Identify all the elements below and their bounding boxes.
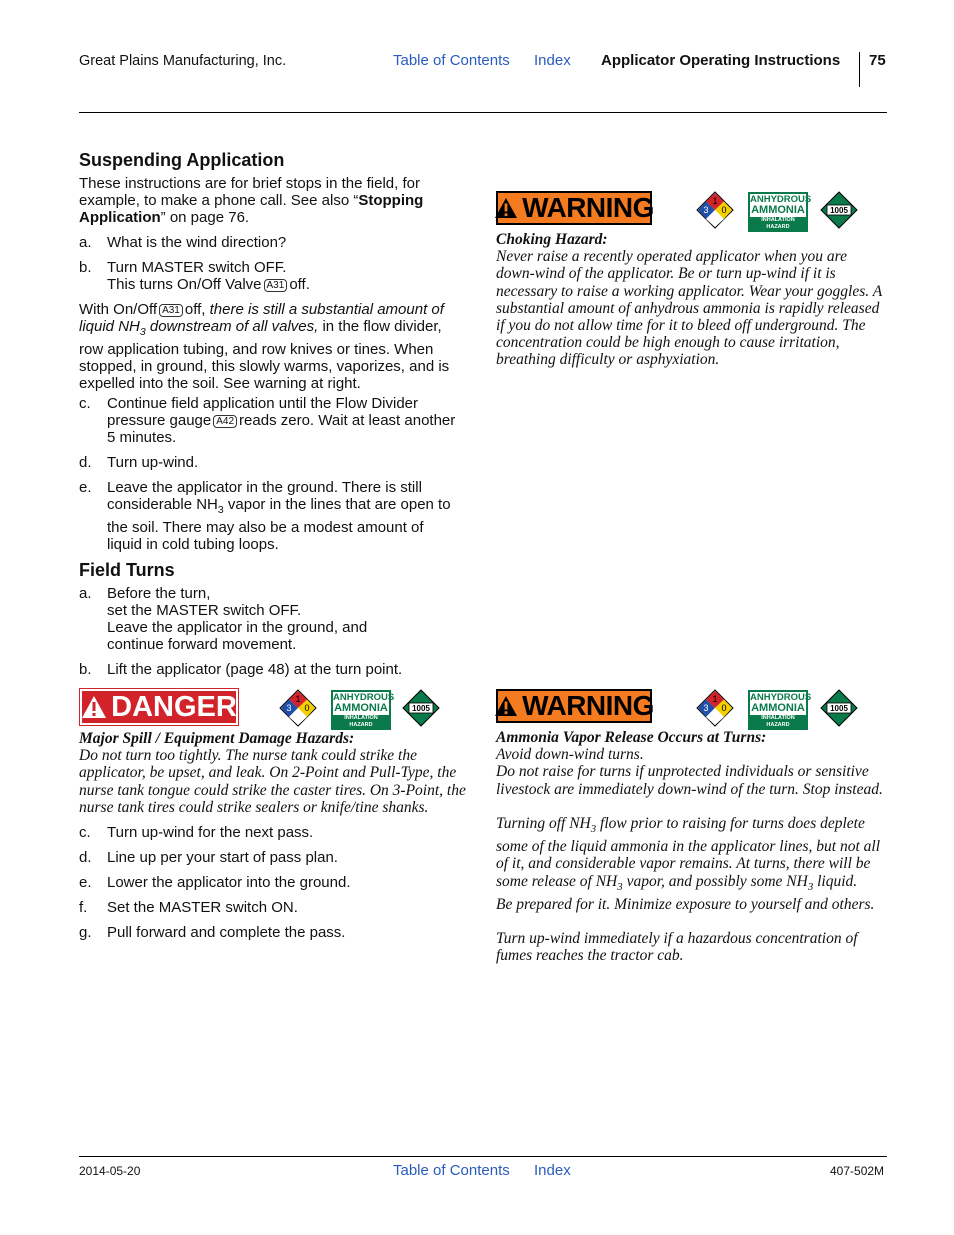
page-number: 75	[869, 52, 886, 69]
un-1005-diamond-icon	[820, 191, 858, 234]
placard-line: ANHYDROUS	[750, 194, 812, 205]
warning-line: Do not raise for turns if unprotected individuals or sensitive	[496, 763, 869, 781]
subscript: 3	[139, 326, 146, 338]
warning-title: Choking Hazard:	[496, 231, 608, 248]
list-text: vapor in the lines that are open to	[227, 496, 451, 513]
subscript: 3	[590, 822, 597, 835]
list-text: pressure gauge	[107, 412, 212, 429]
un-number-text: 1005	[830, 206, 848, 215]
company-name: Great Plains Manufacturing, Inc.	[79, 53, 287, 69]
para-text: off,	[184, 301, 206, 318]
warning-sign	[496, 191, 652, 225]
nfpa-reactivity-text: 0	[304, 703, 310, 713]
list-text: the soil. There may also be a modest amount of	[107, 519, 424, 536]
para-text: stopped, in ground, this slowly warms, vaporizes, and is	[79, 358, 450, 375]
un-1005-diamond-icon	[820, 689, 858, 732]
nh3-paragraph	[79, 301, 449, 392]
warning-line: of it, and considerable vapor remains. At turns, there will be	[496, 855, 871, 873]
placard-line: AMMONIA	[751, 702, 805, 714]
section-title: Applicator Operating Instructions	[601, 52, 841, 69]
list-text: Turn up-wind for the next pass.	[107, 824, 314, 841]
warning-line: necessary to raise a working applicator. Wear your goggles. A	[496, 282, 883, 300]
nfpa-reactivity-text: 0	[721, 205, 727, 215]
list-text: Lift the applicator (page 48) at the turn point.	[107, 661, 403, 678]
list-text: reads zero. Wait at least another	[239, 412, 456, 429]
danger-title: Major Spill / Equipment Damage Hazards:	[79, 730, 355, 747]
list-text: 5 minutes.	[107, 429, 177, 446]
nfpa-health-text: 3	[703, 205, 709, 215]
warning2-text	[496, 729, 896, 964]
list-text: Leave the applicator in the ground, and	[107, 619, 368, 636]
warning-line: Never raise a recently operated applicator when you are	[496, 248, 847, 266]
danger-line: Do not turn too tightly. The nurse tank could strike the	[79, 747, 417, 765]
warning-line: liquid.	[817, 872, 858, 890]
nfpa-fire-text: 1	[295, 694, 301, 704]
nfpa-health-text: 3	[703, 703, 709, 713]
subscript: 3	[617, 880, 623, 893]
para-italic: liquid NH	[79, 318, 140, 335]
nfpa-diamond-icon	[279, 689, 317, 732]
nfpa-reactivity-text: 0	[721, 703, 727, 713]
warning-line: concentration could be high enough to cause irritation,	[496, 334, 840, 352]
warning-sign	[496, 689, 652, 723]
warning-triangle-icon	[494, 695, 518, 717]
placard-line: AMMONIA	[751, 204, 805, 216]
ref-a31-badge: A31	[159, 304, 183, 317]
warning-line: some release of NH	[496, 872, 618, 890]
list-text: off.	[289, 276, 310, 293]
warning-line: livestock are immediately down-wind of the turn. Stop instead.	[496, 780, 883, 798]
nfpa-fire-text: 1	[712, 196, 718, 206]
list-text: liquid in cold tubing loops.	[107, 536, 279, 553]
header-toc-link[interactable]: Table of Contents	[393, 52, 510, 69]
list-text: Continue field application until the Flow Divider	[107, 395, 419, 412]
footer-index-link[interactable]: Index	[534, 1162, 571, 1179]
warning1-text	[496, 231, 891, 369]
list-text: Turn up-wind.	[107, 454, 199, 471]
subscript: 3	[807, 880, 814, 893]
footer-rule	[79, 1156, 887, 1157]
warning-line: breathing difficulty or asphyxiation.	[496, 351, 720, 369]
list-text: considerable NH	[107, 496, 218, 513]
nfpa-diamond-icon	[696, 191, 734, 234]
para-text: row application tubing, and row knives or tines. When	[79, 341, 434, 358]
warning-triangle-icon	[494, 197, 518, 219]
list-text: Leave the applicator in the ground. There is still	[107, 479, 422, 496]
anhydrous-ammonia-placard	[331, 690, 395, 730]
danger-sign	[80, 689, 238, 725]
list-text: Pull forward and complete the pass.	[107, 924, 346, 941]
placard-line: INHALATION HAZARD	[333, 715, 389, 729]
list-text: set the MASTER switch OFF.	[107, 602, 302, 619]
application-link-text: Application	[79, 209, 161, 226]
list-text: Before the turn,	[107, 585, 211, 602]
warning-line: fumes reaches the tractor cab.	[496, 947, 684, 965]
danger-label: DANGER	[111, 690, 237, 723]
danger-line: nurse tank tires could strike sealers or knife/tine shanks.	[79, 798, 429, 816]
header-divider	[859, 52, 860, 87]
warning-line: Turning off NH	[496, 814, 591, 832]
para-text: With On/Off	[79, 301, 158, 318]
placard-line: INHALATION HAZARD	[750, 217, 806, 231]
danger-line: nurse tank tongue could strike the caster tires. On 3-Point, the	[79, 781, 466, 799]
warning-title: Ammonia Vapor Release Occurs at Turns:	[496, 729, 767, 746]
warning-line: down-wind of the applicator. Be or turn up-wind if it is	[496, 265, 836, 283]
un-1005-diamond-icon	[402, 689, 440, 732]
intro-line: These instructions are for brief stops in the field, for	[79, 175, 420, 192]
danger-triangle-icon	[81, 695, 107, 719]
warning-line: if you do not allow time for it to bleed off underground. The	[496, 317, 866, 335]
nfpa-fire-text: 1	[712, 694, 718, 704]
para-italic: there is still a substantial amount of	[209, 301, 444, 318]
warning-line: some of the liquid ammonia in the applicator lines, but not all	[496, 838, 881, 856]
para-italic: downstream of all valves,	[149, 318, 319, 335]
warning-line: vapor, and possibly some NH	[626, 872, 808, 890]
para-text: in the flow divider,	[322, 318, 442, 335]
warning-label: WARNING	[522, 690, 654, 721]
warning-line: Avoid down-wind turns.	[496, 746, 644, 764]
placard-line: ANHYDROUS	[333, 692, 395, 703]
intro-line: example, to make a phone call. See also “	[79, 192, 359, 209]
field-turns-heading: Field Turns	[79, 560, 175, 580]
footer-toc-link[interactable]: Table of Contents	[393, 1162, 510, 1179]
suspending-intro	[79, 175, 423, 226]
danger-text	[79, 730, 474, 816]
list-text: Set the MASTER switch ON.	[107, 899, 298, 916]
ref-a31-badge: A31	[264, 279, 288, 292]
list-text: Turn MASTER switch OFF.	[107, 259, 287, 276]
placard-line: ANHYDROUS	[750, 692, 812, 703]
un-number-text: 1005	[412, 704, 430, 713]
list-text: What is the wind direction?	[107, 234, 287, 251]
list-text: Lower the applicator into the ground.	[107, 874, 351, 891]
ref-a42-badge: A42	[213, 415, 237, 428]
list-text: Line up per your start of pass plan.	[107, 849, 338, 866]
anhydrous-ammonia-placard	[748, 192, 812, 232]
warning-line: Turn up-wind immediately if a hazardous concentration of	[496, 930, 858, 948]
nfpa-diamond-icon	[696, 689, 734, 732]
warning-line: substantial amount of anhydrous ammonia is rapidly released	[496, 299, 880, 317]
placard-line: AMMONIA	[334, 702, 388, 714]
header-rule	[79, 112, 887, 113]
header-index-link[interactable]: Index	[534, 52, 571, 69]
subscript: 3	[217, 504, 224, 516]
footer-date: 2014-05-20	[79, 1164, 141, 1178]
anhydrous-ammonia-placard	[748, 690, 812, 730]
nfpa-health-text: 3	[286, 703, 292, 713]
warning-line: flow prior to raising for turns does deplete	[600, 814, 865, 832]
list-text: This turns On/Off Valve	[107, 276, 262, 293]
un-number-text: 1005	[830, 704, 848, 713]
placard-line: INHALATION HAZARD	[750, 715, 806, 729]
doc-number: 407-502M	[830, 1164, 885, 1178]
intro-line: ” on page 76.	[160, 209, 250, 226]
suspending-heading: Suspending Application	[79, 150, 285, 170]
list-text: continue forward movement.	[107, 636, 297, 653]
warning-label: WARNING	[522, 192, 654, 223]
warning-line: Be prepared for it. Minimize exposure to yourself and others.	[496, 895, 875, 913]
para-text: expelled into the soil. See warning at right.	[79, 375, 361, 392]
danger-line: applicator, be upset, and leak. On 2-Point and Pull-Type, the	[79, 764, 457, 782]
stopping-link-text: Stopping	[358, 192, 424, 209]
